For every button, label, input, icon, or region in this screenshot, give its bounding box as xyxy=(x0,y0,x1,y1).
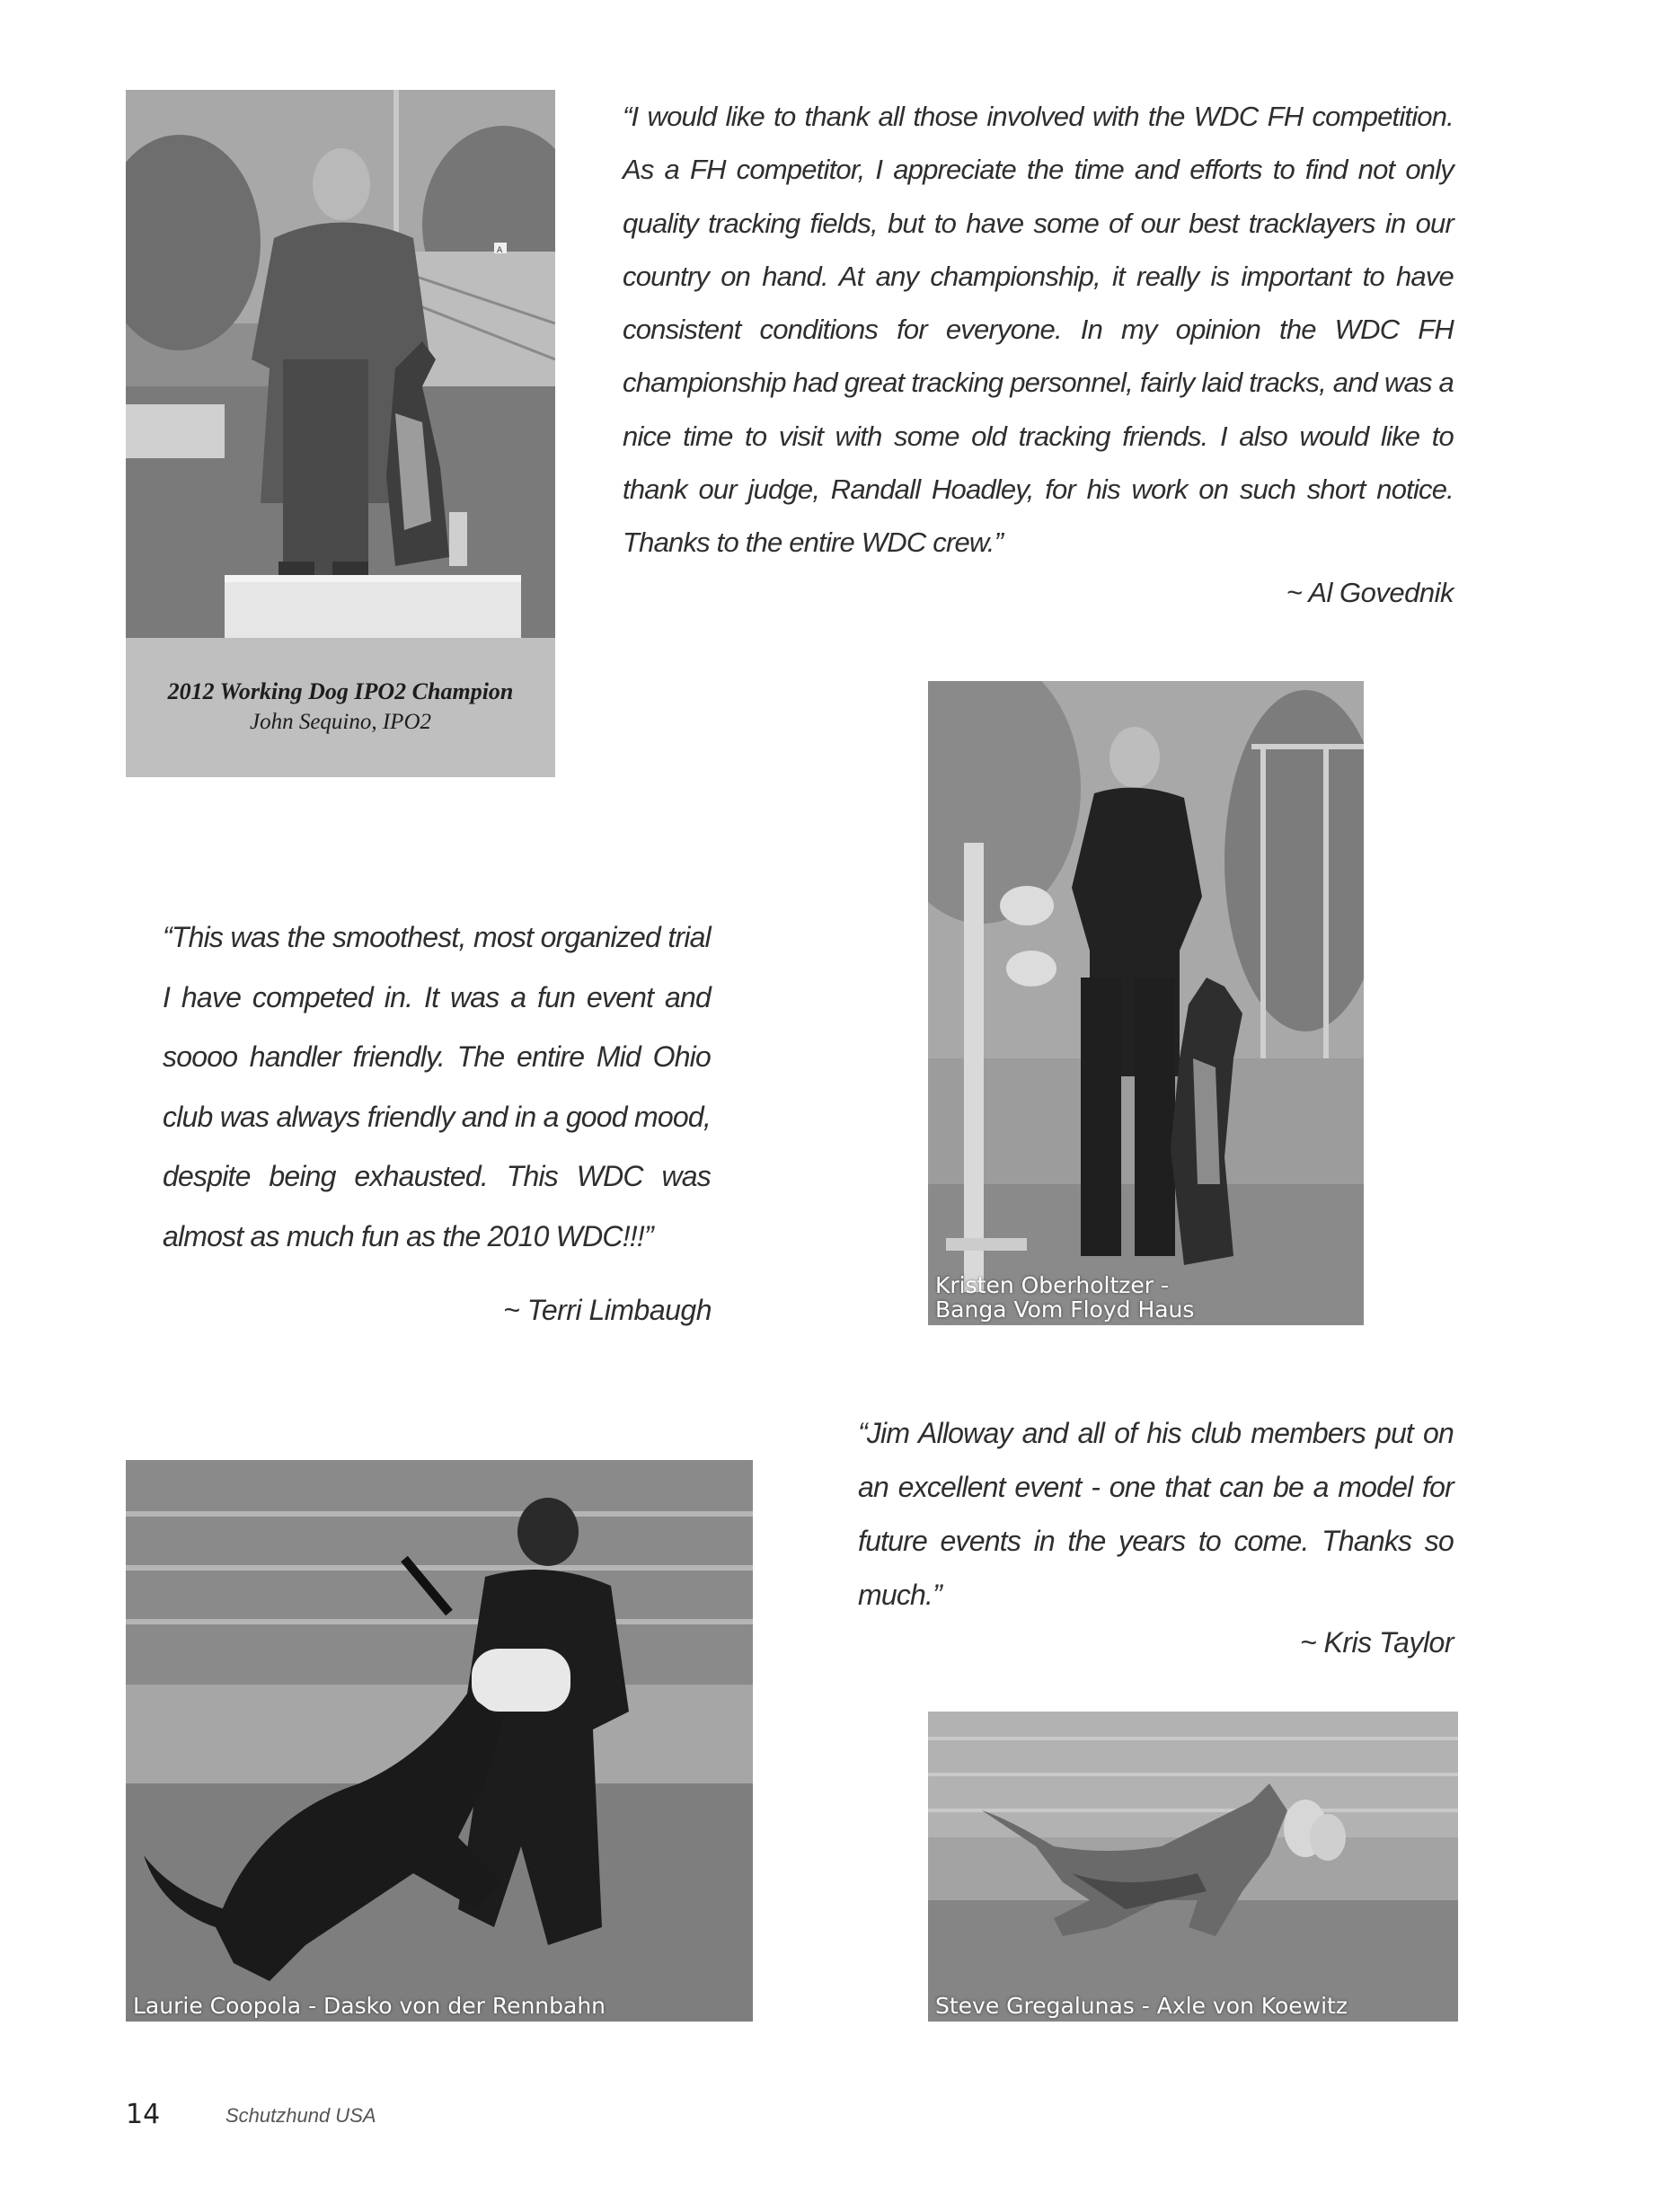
stadium-sign-letter: A xyxy=(497,246,503,255)
page-number: 14 xyxy=(126,2099,161,2130)
quote-terri-limbaugh-author: ~ Terri Limbaugh xyxy=(503,1294,712,1326)
steve-gregalunas-label: Steve Gregalunas - Axle von Koewitz xyxy=(935,1993,1348,2019)
quote-kris-taylor-author: ~ Kris Taylor xyxy=(1299,1626,1454,1659)
champion-photo xyxy=(126,90,555,638)
quote-kris-taylor xyxy=(858,1406,1454,1622)
kristen-oberholtzer-label-line2: Banga Vom Floyd Haus xyxy=(935,1296,1195,1323)
kristen-oberholtzer-label xyxy=(935,1273,1194,1322)
kristen-oberholtzer-photo xyxy=(928,681,1364,1325)
steve-gregalunas-photo xyxy=(928,1712,1458,2022)
publication-name: Schutzhund USA xyxy=(225,2104,376,2127)
quote-terri-limbaugh-text: “This was the smoothest, most organized trial I have competed in. It was a fun event and soooo handler friendly. The entire Mid Ohio club was always friendly and in a good mood, despite being exhausted. This WDC was almost as much fun as the 2010 WDC!!!” xyxy=(163,921,711,1252)
kristen-oberholtzer-label-line1: Kristen Oberholtzer - xyxy=(935,1272,1170,1298)
laurie-coopola-label: Laurie Coopola - Dasko von der Rennbahn xyxy=(133,1993,606,2019)
champion-caption-title: 2012 Working Dog IPO2 Champion xyxy=(167,678,514,704)
quote-terri-limbaugh xyxy=(163,907,711,1266)
quote-al-govednik-text: “I would like to thank all those involved with the WDC FH competition. As a FH competitor, I appreciate the time and efforts to find not only quality tracking fields, but to have some of our best tracklayers in our country on hand. At any championship, it really is important to have consistent conditions for everyone. In my opinion the WDC FH championship had great tracking personnel, fairly laid tracks, and was a nice time to visit with some old tracking friends. I also would like to thank our judge, Randall Hoadley, for his work on such short notice. Thanks to the entire WDC crew.” xyxy=(623,101,1454,559)
quote-al-govednik xyxy=(623,90,1454,570)
quote-al-govednik-author: ~ Al Govednik xyxy=(1286,577,1454,608)
champion-caption-subtitle: John Sequino, IPO2 xyxy=(249,710,432,734)
quote-kris-taylor-text: “Jim Alloway and all of his club members put on an excellent event - one that can be a model for future events in the years to come. Thanks so much.” xyxy=(858,1417,1454,1611)
laurie-coopola-photo xyxy=(126,1460,753,2022)
champion-caption xyxy=(126,638,555,777)
